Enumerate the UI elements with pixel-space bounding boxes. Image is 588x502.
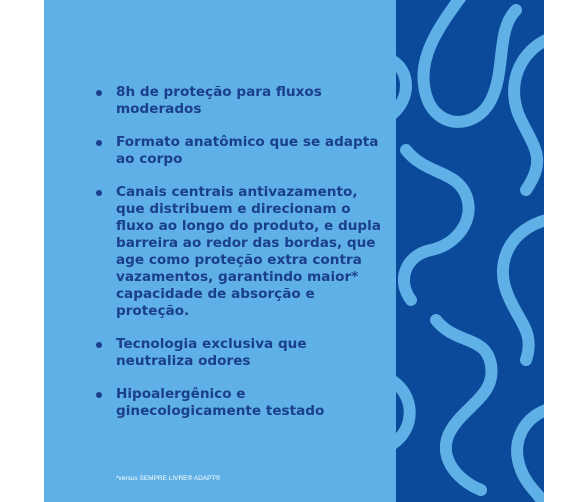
feature-item: [96, 184, 388, 320]
bullet-icon: [96, 90, 102, 96]
wave-pattern: [396, 0, 544, 502]
feature-text: 8h de proteção para fluxos moderados: [116, 84, 322, 117]
feature-text: Hipoalergênico e ginecologicamente testado: [116, 386, 325, 419]
feature-list: [96, 84, 388, 436]
bullet-icon: [96, 342, 102, 348]
feature-item: [96, 336, 388, 370]
feature-text: Canais centrais antivazamento, que distribuem e direcionam o fluxo ao longo do produto, e dupla barreira ao redor das bordas, que age como proteção extra contra vazamentos, garantindo maior* capacidade de absorção e proteção.: [116, 184, 381, 319]
feature-text: Formato anatômico que se adapta ao corpo: [116, 134, 379, 167]
bullet-icon: [96, 190, 102, 196]
footnote: *versus SEMPRE LIVRE® ADAPT®: [116, 475, 221, 482]
feature-item: [96, 386, 388, 420]
feature-item: [96, 134, 388, 168]
bullet-icon: [96, 140, 102, 146]
feature-item: [96, 84, 388, 118]
feature-text: Tecnologia exclusiva que neutraliza odores: [116, 336, 307, 369]
bullet-icon: [96, 392, 102, 398]
wave-pattern-graphic: [396, 0, 544, 502]
